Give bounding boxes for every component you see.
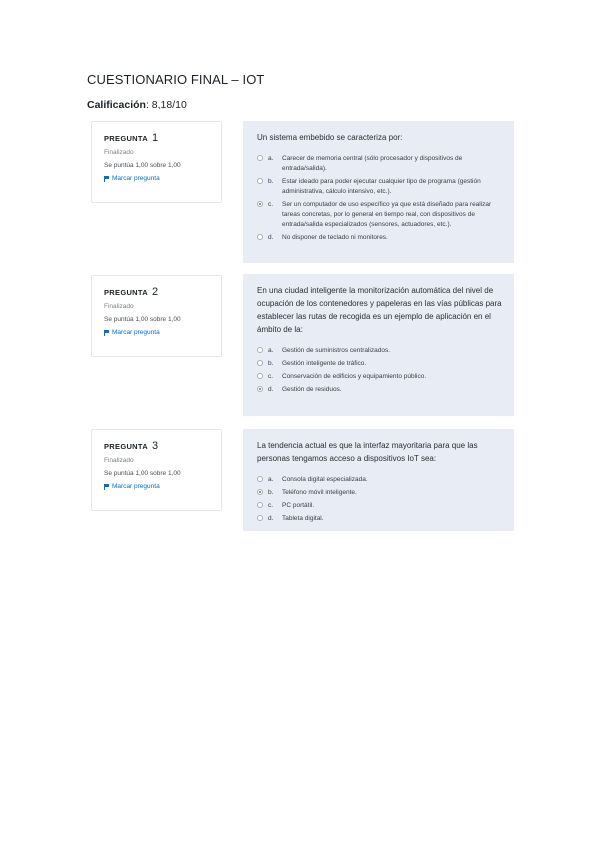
question-score: Se puntúa 1,00 sobre 1,00: [104, 162, 181, 169]
question-1-info: [91, 121, 222, 203]
answer-option-c[interactable]: [257, 200, 502, 230]
question-2-heading: [104, 286, 221, 298]
option-text: Conservación de edificios y equipamiento público.: [282, 373, 427, 380]
question-3-heading: [104, 440, 221, 452]
answer-option-b[interactable]: [257, 177, 502, 197]
question-text: La tendencia actual es que la interfaz mayoritaria para que las personas tengamos acceso a dispositivos IoT sea:: [257, 441, 478, 463]
option-text: Estar ideado para poder ejecutar cualquier tipo de programa (gestión administrativa, cálculo intensivo, etc.).: [282, 178, 481, 195]
answer-option-d[interactable]: [257, 514, 502, 524]
answer-option-d[interactable]: [257, 385, 502, 395]
flag-icon: [104, 484, 109, 490]
question-number: 2: [152, 286, 159, 298]
option-letter: d.: [268, 515, 274, 522]
question-text: En una ciudad inteligente la monitorización automática del nivel de ocupación de los contenedores y papeleras en las vías públicas para establecer las rutas de recogida es un ejemplo de aplicación en el ámbito de la:: [257, 286, 502, 334]
question-number: 1: [152, 132, 159, 144]
question-label: PREGUNTA: [104, 442, 148, 451]
grade-label: Calificación: [87, 99, 146, 111]
option-text: PC portátil.: [282, 502, 315, 509]
option-letter: a.: [268, 347, 274, 354]
answer-option-b[interactable]: [257, 488, 502, 498]
radio-button[interactable]: [257, 502, 263, 508]
question-state: Finalizado: [104, 457, 134, 464]
radio-button-selected[interactable]: [257, 201, 263, 207]
option-letter: a.: [268, 155, 274, 162]
question-2-info: [91, 275, 222, 357]
answer-option-b[interactable]: [257, 359, 502, 369]
radio-button[interactable]: [257, 515, 263, 521]
option-text: Gestión inteligente de tráfico.: [282, 360, 367, 367]
option-text: Ser un computador de uso específico ya que está diseñado para realizar tareas concretas, por lo general en tiempo real, con dispositivos de entrada/salida especializados (sensores, actuadores, etc.).: [282, 201, 492, 228]
question-3-info: [91, 429, 222, 511]
answer-option-c[interactable]: [257, 501, 502, 511]
option-letter: b.: [268, 360, 274, 367]
question-score: Se puntúa 1,00 sobre 1,00: [104, 470, 181, 477]
option-letter: a.: [268, 476, 274, 483]
question-label: PREGUNTA: [104, 288, 148, 297]
option-letter: c.: [268, 201, 274, 208]
question-3-content: [243, 429, 514, 531]
option-text: Gestión de residuos.: [282, 386, 342, 393]
question-state: Finalizado: [104, 303, 134, 310]
question-number: 3: [152, 440, 159, 452]
question-score: Se puntúa 1,00 sobre 1,00: [104, 316, 181, 323]
question-text: Un sistema embebido se caracteriza por:: [257, 133, 403, 142]
answer-option-d[interactable]: [257, 233, 502, 243]
flag-question-label: Marcar pregunta: [112, 329, 160, 336]
radio-button[interactable]: [257, 155, 263, 161]
radio-button[interactable]: [257, 360, 263, 366]
option-letter: b.: [268, 178, 274, 185]
option-text: No disponer de teclado ni monitores.: [282, 234, 388, 241]
option-text: Consola digital especializada.: [282, 476, 368, 483]
radio-button-selected[interactable]: [257, 489, 263, 495]
flag-icon: [104, 176, 109, 182]
option-text: Carecer de memoria central (sólo procesador y dispositivos de entrada/salida).: [282, 155, 463, 172]
grade-summary: [87, 99, 187, 111]
question-state: Finalizado: [104, 149, 134, 156]
flag-question-link[interactable]: [104, 483, 221, 490]
option-text: Gestión de suministros centralizados.: [282, 347, 391, 354]
question-2-content: [243, 274, 514, 416]
option-letter: c.: [268, 373, 274, 380]
flag-question-label: Marcar pregunta: [112, 483, 160, 490]
option-letter: b.: [268, 489, 274, 496]
radio-button-selected[interactable]: [257, 386, 263, 392]
grade-value: : 8,18/10: [145, 99, 187, 111]
answer-option-c[interactable]: [257, 372, 502, 382]
radio-button[interactable]: [257, 178, 263, 184]
flag-question-link[interactable]: [104, 175, 221, 182]
option-letter: c.: [268, 502, 274, 509]
radio-button[interactable]: [257, 347, 263, 353]
option-text: Teléfono móvil inteligente.: [282, 489, 357, 496]
page-title: CUESTIONARIO FINAL – IOT: [87, 72, 265, 87]
question-1-content: [243, 121, 514, 263]
flag-question-link[interactable]: [104, 329, 221, 336]
radio-button[interactable]: [257, 476, 263, 482]
radio-button[interactable]: [257, 234, 263, 240]
flag-icon: [104, 330, 109, 336]
answer-option-a[interactable]: [257, 154, 502, 174]
question-1-heading: [104, 132, 221, 144]
option-letter: d.: [268, 234, 274, 241]
answer-option-a[interactable]: [257, 475, 502, 485]
option-letter: d.: [268, 386, 274, 393]
answer-option-a[interactable]: [257, 346, 502, 356]
option-text: Tableta digital.: [282, 515, 324, 522]
question-label: PREGUNTA: [104, 134, 148, 143]
radio-button[interactable]: [257, 373, 263, 379]
flag-question-label: Marcar pregunta: [112, 175, 160, 182]
